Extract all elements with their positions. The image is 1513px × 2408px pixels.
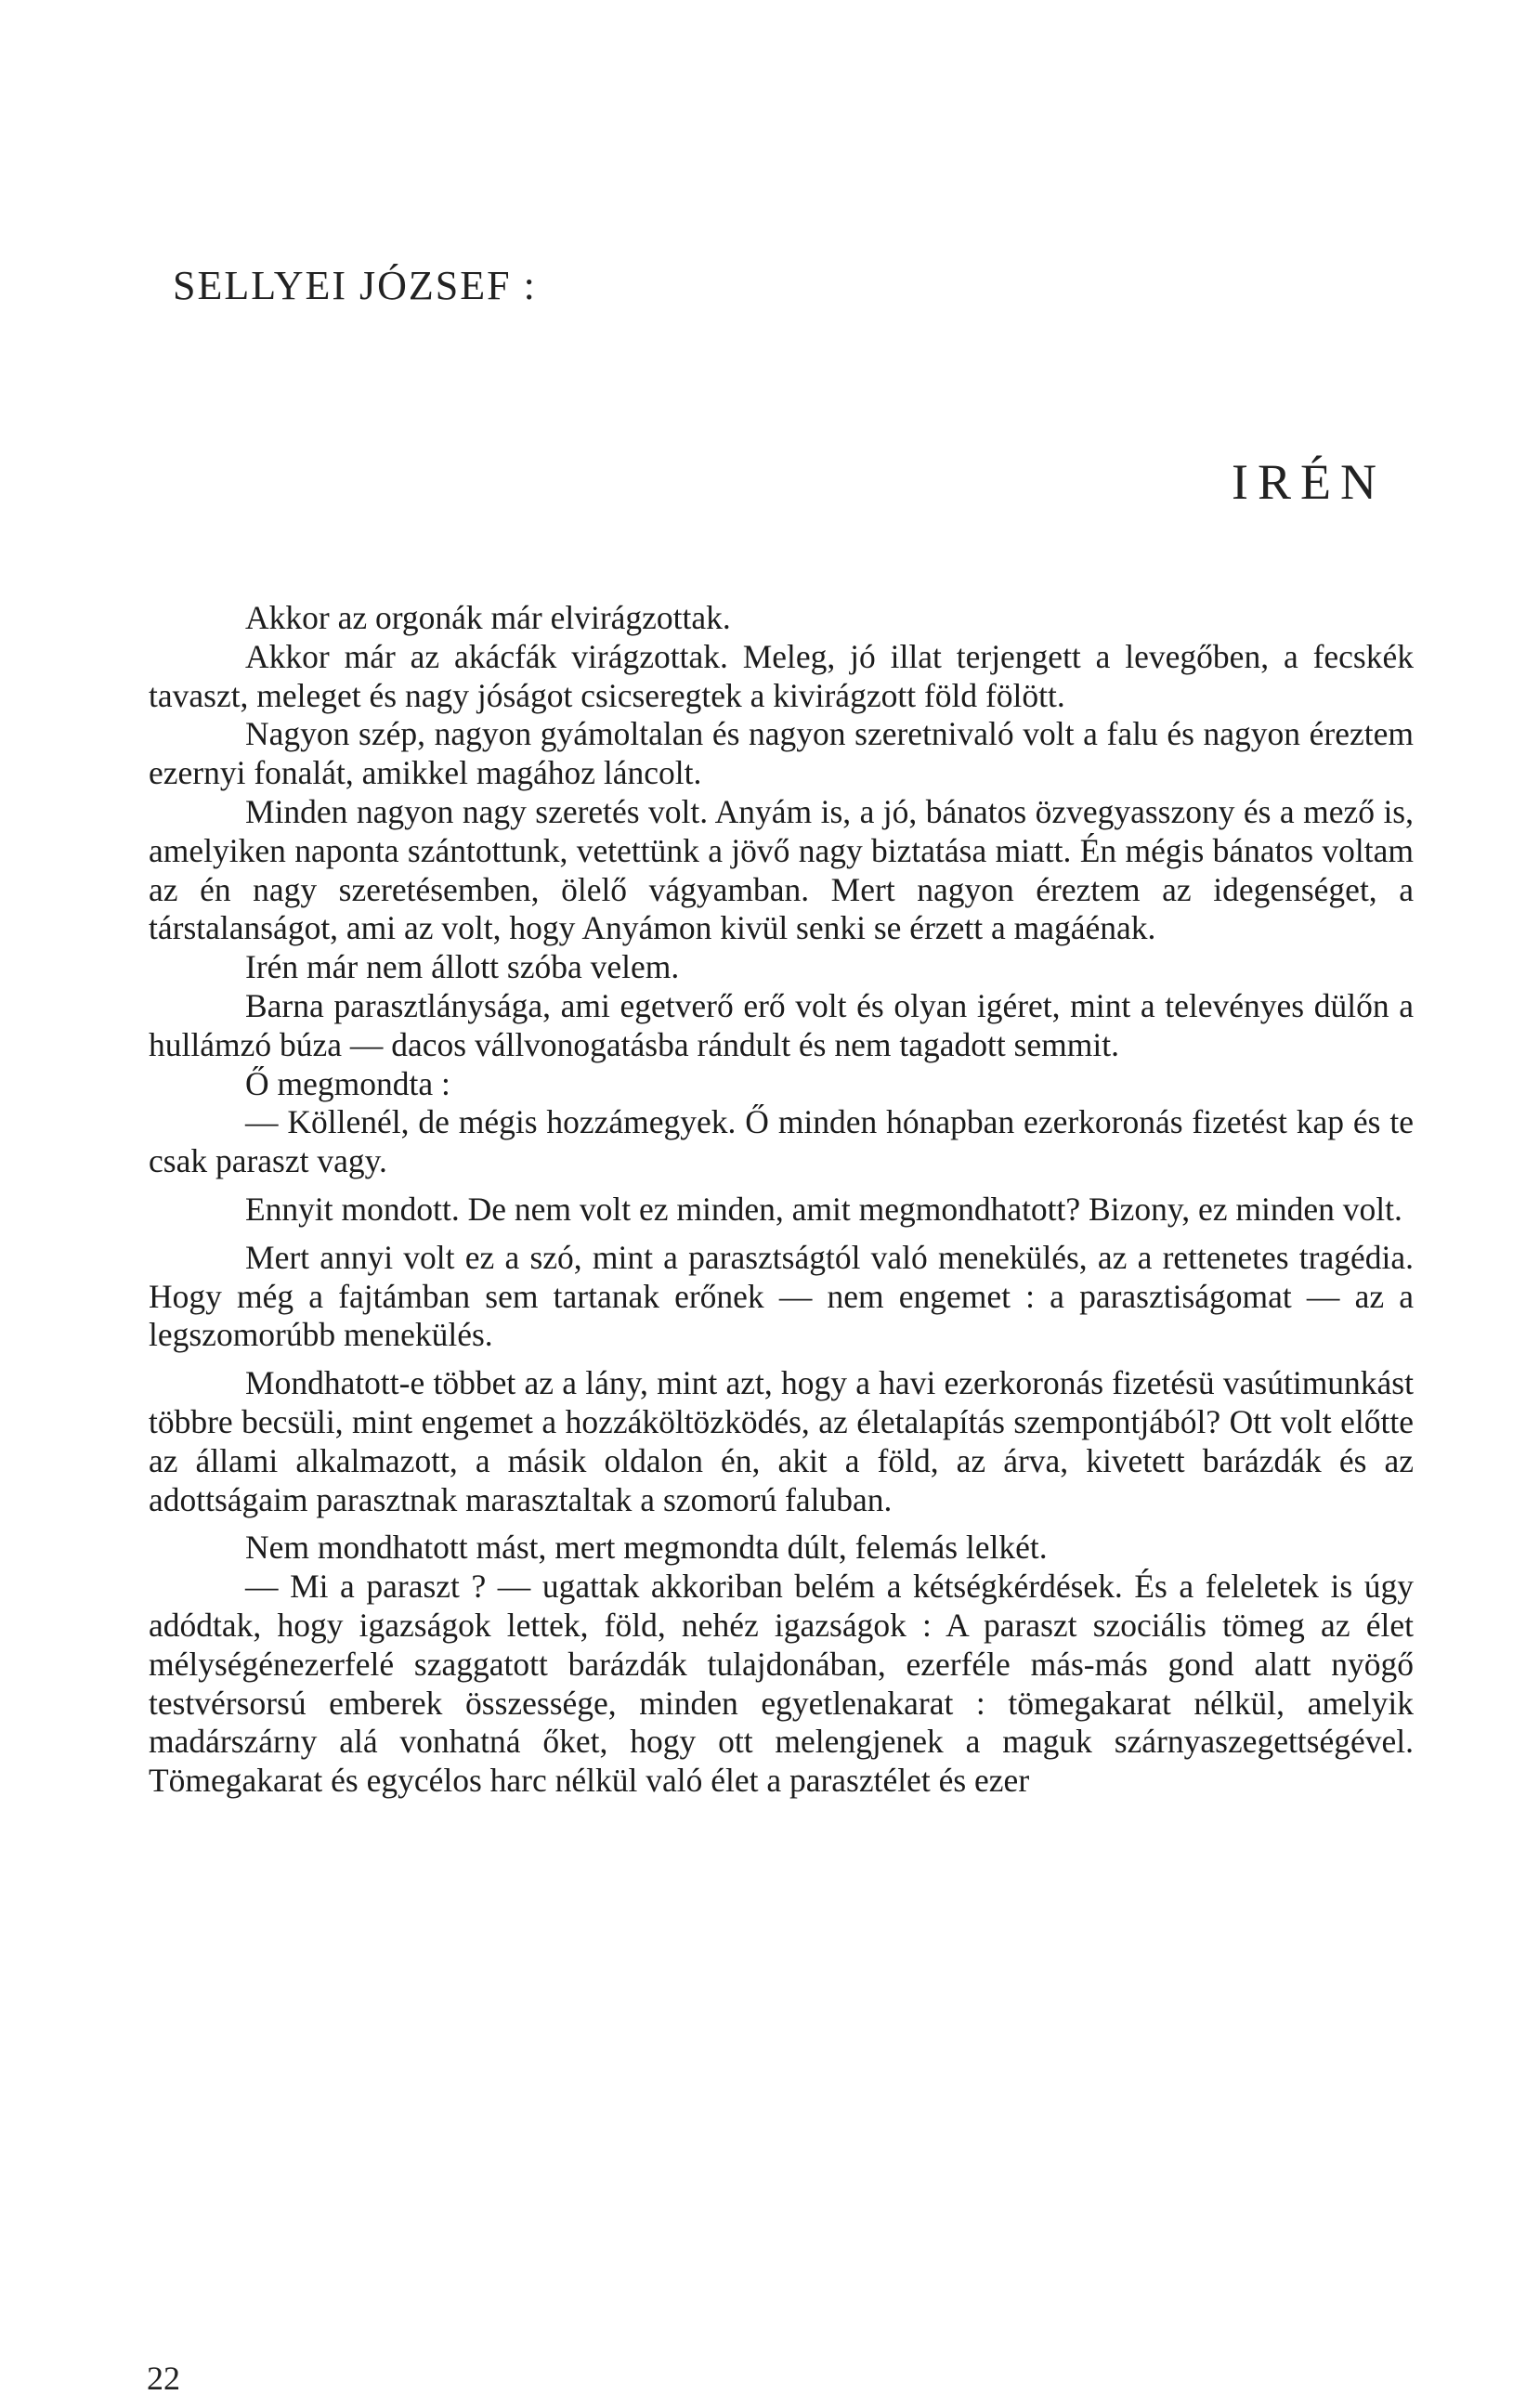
paragraph: Irén már nem állott szóba velem. [245, 948, 680, 986]
paragraph: Nem mondhatott mást, mert megmondta dúlt, felemás lelkét. [245, 1529, 1048, 1567]
story-title: IRÉN [1232, 454, 1386, 510]
paragraph: Akkor az orgonák már elvirágzottak. [245, 599, 731, 636]
paragraph: Ő megmondta : [245, 1064, 450, 1102]
author-name: SELLYEI JÓZSEF : [173, 263, 537, 308]
paragraph: Akkor már az akácfák virágzottak. Meleg, jó illat terjengett a levegőben, a fecskék tavaszt, meleget és nagy jóságot csicseregtek a kivirágzott föld fölött. [149, 637, 1414, 714]
paragraph: Mondhatott-e többet az a lány, mint azt, hogy a havi ezerkoronás fizetésü vasútimunkást többre becsüli, mint engemet a hozzáköltözködés, az életalapítás szempontjából? Ott volt előtte az állami alkalmazott, a másik oldalon én, akit a föld, az árva, kivetett barázdák és az adottságaim parasztnak marasztaltak a szomorú faluban. [149, 1364, 1414, 1518]
paragraph: — Mi a paraszt ? — ugattak akkoriban belém a kétségkérdések. És a feleletek is úgy adódtak, hogy igazságok lettek, föld, nehéz igazságok : A paraszt szociális tömeg az élet mélységénezerfelé szaggatott barázdák tulajdonában, ezerféle más-más gond alatt nyögő testvérsorsú emberek összessége, minden egyetlenakarat : tömegakarat nélkül, amelyik madárszárny alá vonhatná őket, hogy ott melengjenek a maguk szárnyaszegettségével. Tömegakarat és egycélos harc nélkül való élet a parasztélet és ezer [149, 1568, 1414, 1800]
paragraph: Nagyon szép, nagyon gyámoltalan és nagyon szeretnivaló volt a falu és nagyon éreztem ezernyi fonalát, amikkel magához láncolt. [149, 715, 1414, 792]
paragraph: Minden nagyon nagy szeretés volt. Anyám is, a jó, bánatos özvegyasszony és a mező is, amelyiken naponta szántottunk, vetettünk a jövő nagy biztatása miatt. Én mégis bánatos voltam az én nagy szeretésemben, ölelő vágyamban. Mert nagyon éreztem az idegenséget, a társtalanságot, ami az volt, hogy Anyámon kivül senki se érzett a magáénak. [149, 792, 1414, 947]
paragraph: Barna parasztlánysága, ami egetverő erő volt és olyan igéret, mint a televényes dülőn a hullámzó búza — dacos vállvonogatásba rándult és nem tagadott semmit. [149, 986, 1414, 1063]
story-body [149, 599, 1414, 1801]
paragraph: Ennyit mondott. De nem volt ez minden, amit megmondhatott? Bizony, ez minden volt. [245, 1190, 1402, 1228]
page-number: 22 [147, 2360, 180, 2397]
paragraph: Mert annyi volt ez a szó, mint a parasztságtól való menekülés, az a rettenetes tragédia. Hogy még a fajtámban sem tartanak erőnek — nem engemet : a parasztiságomat — az a legszomorúbb menekülés. [149, 1238, 1414, 1354]
paragraph: — Köllenél, de mégis hozzámegyek. Ő minden hónapban ezerkoronás fizetést kap és te csak paraszt vagy. [149, 1103, 1414, 1180]
